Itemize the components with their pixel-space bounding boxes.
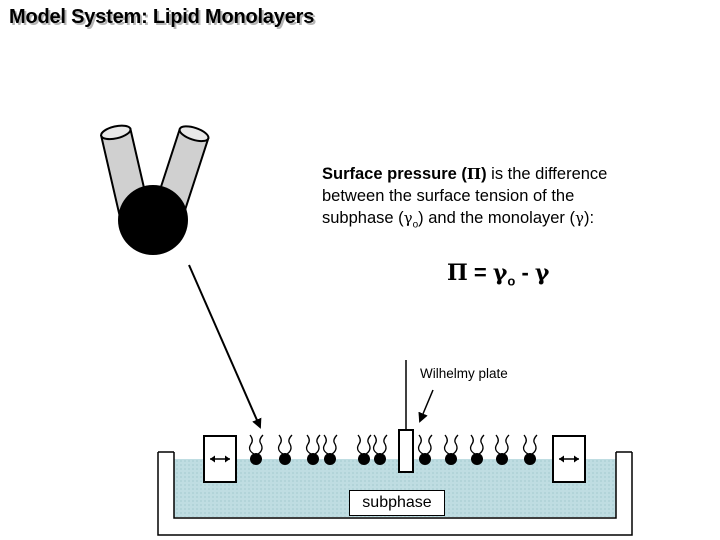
- left-barrier: [204, 436, 236, 482]
- lipid-molecule: [496, 435, 509, 465]
- wilhelmy-pointer-arrow: [420, 390, 433, 421]
- lipid-molecule: [250, 435, 263, 465]
- lipid-molecule: [279, 435, 292, 465]
- lipid-molecule: [419, 435, 432, 465]
- definition-line1: is the difference: [486, 165, 608, 183]
- definition-term: Surface pressure (Π): [322, 165, 487, 183]
- definition-line2: between the surface tension of the: [322, 187, 575, 205]
- definition-line3: subphase $(\gamma_o)$ and the monolayer (γ):: [322, 209, 595, 231]
- wilhelmy-plate: [399, 360, 413, 472]
- right-barrier: [553, 436, 585, 482]
- lipid-molecule: [374, 435, 387, 465]
- lipid-molecule: [445, 435, 458, 465]
- lipid-molecule: [524, 435, 537, 465]
- subphase-label: subphase: [349, 490, 445, 516]
- slide-title: Model System: Lipid Monolayers: [9, 6, 315, 28]
- wilhelmy-plate-label: Wilhelmy plate: [420, 366, 508, 381]
- lipid-molecule: [358, 435, 371, 465]
- view-arrow: [189, 265, 260, 427]
- lipid-molecule: [471, 435, 484, 465]
- surface-pressure-equation: $\Pi = \gamma_o - \gamma$: [447, 260, 550, 289]
- microscope-icon: [100, 123, 210, 255]
- lipid-molecule: [307, 435, 320, 465]
- lipid-molecule: [324, 435, 337, 465]
